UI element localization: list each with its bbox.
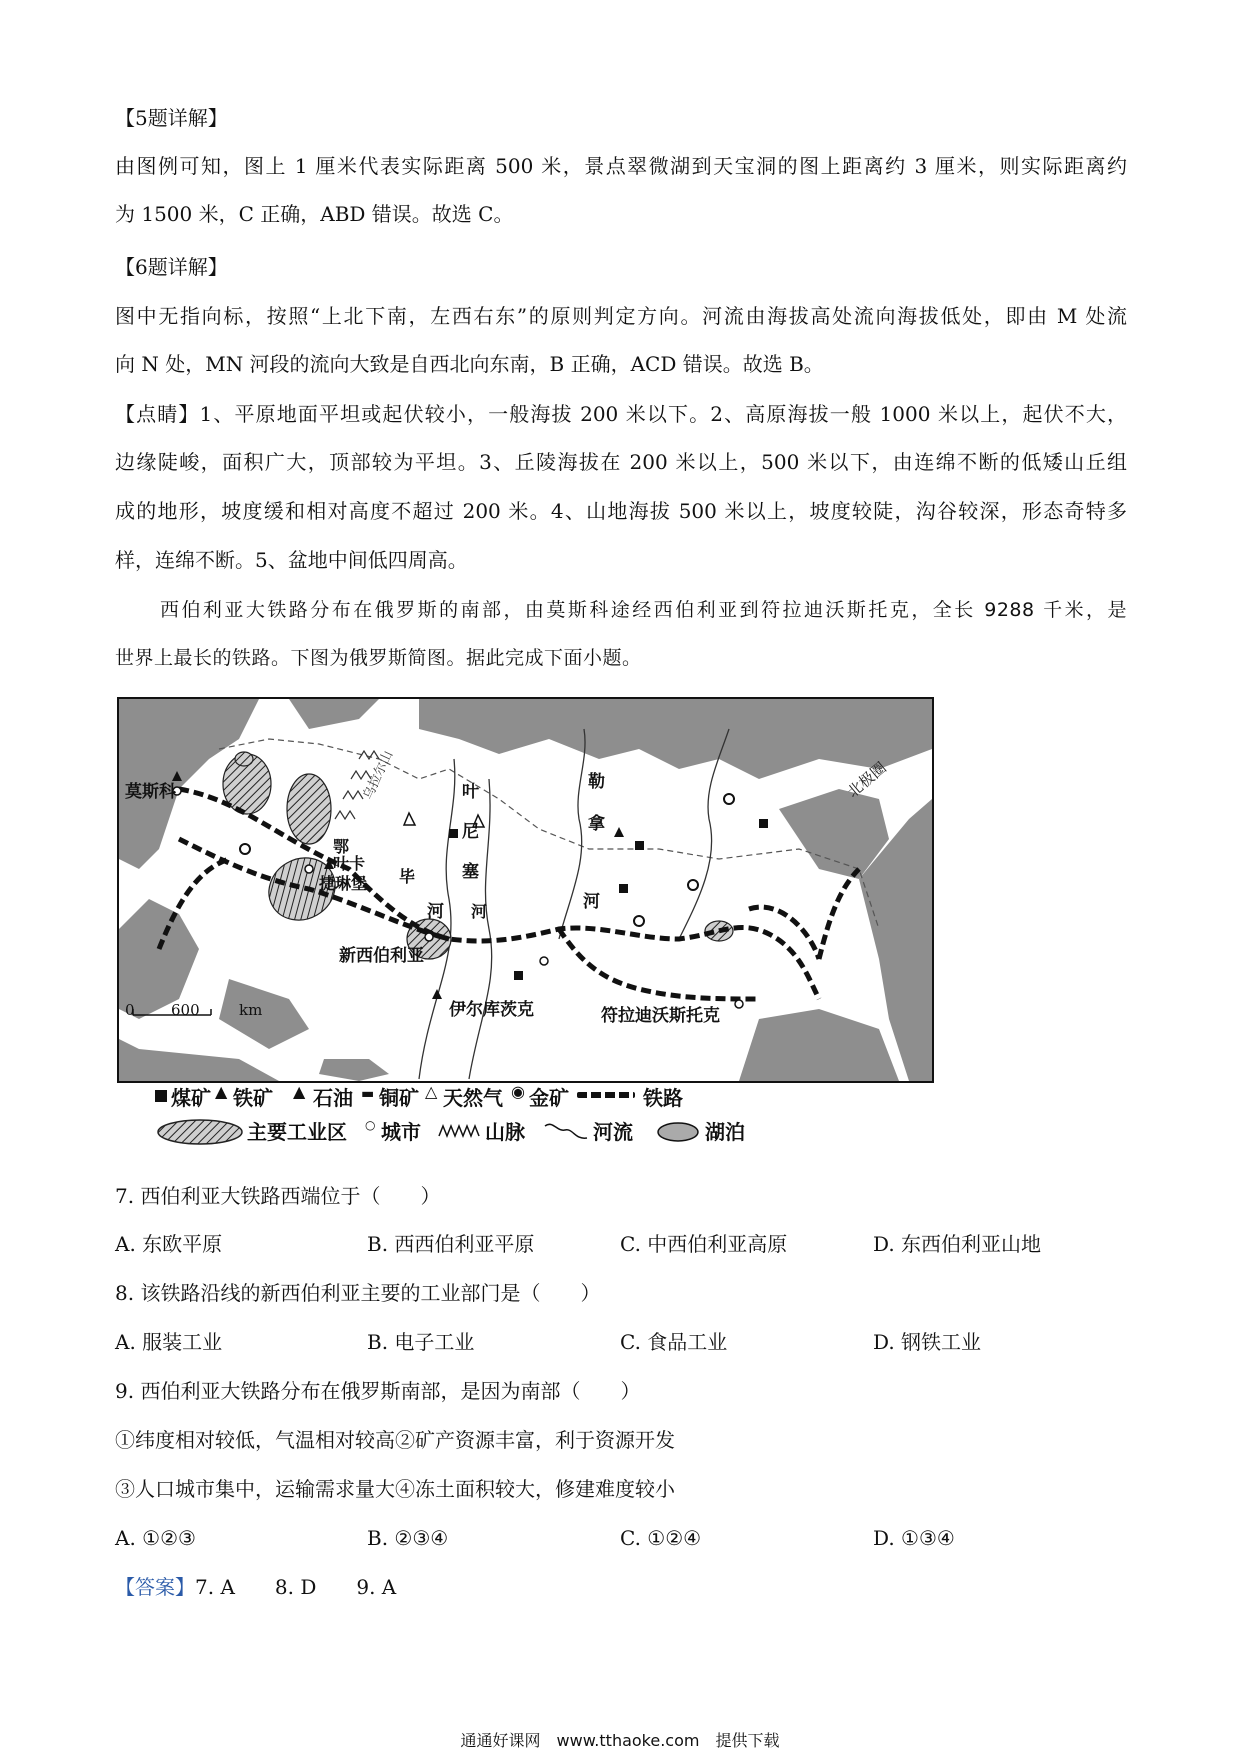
q7-option-b: B. 西西伯利亚平原 bbox=[367, 1232, 535, 1256]
scale-600: 600 bbox=[171, 1001, 200, 1019]
label-lena-1: 勒 bbox=[588, 772, 605, 792]
map-legend bbox=[115, 1082, 955, 1152]
answer-row bbox=[115, 1573, 396, 1601]
scale-unit: km bbox=[239, 1001, 263, 1019]
q9-option-a: A. ①②③ bbox=[115, 1526, 196, 1550]
q8-option-c: C. 食品工业 bbox=[620, 1330, 728, 1354]
label-novosibirsk: 新西伯利亚 bbox=[339, 946, 424, 966]
lake-legend-icon bbox=[655, 1120, 701, 1144]
label-ob-3: 河 bbox=[471, 902, 488, 921]
gold-legend-icon: ◉ bbox=[511, 1082, 525, 1101]
gas-legend-icon: △ bbox=[425, 1082, 438, 1101]
q8-option-d: D. 钢铁工业 bbox=[873, 1330, 982, 1354]
q6-line-2: 向 N 处，MN 河段的流向大致是自西北向东南，B 正确，ACD 错误。故选 B。 bbox=[115, 352, 824, 376]
q5-header: 【5题详解】 bbox=[115, 106, 228, 130]
answer-values: 7. A 8. D 9. A bbox=[195, 1575, 397, 1599]
legend-city: 城市 bbox=[381, 1120, 421, 1144]
legend-coal: 煤矿 bbox=[171, 1086, 211, 1110]
label-arctic-circle: 北极圈 bbox=[843, 758, 890, 802]
q8-stem: 8. 该铁路沿线的新西伯利亚主要的工业部门是（ ） bbox=[115, 1281, 601, 1305]
iron-legend-icon: ▲ bbox=[215, 1082, 228, 1101]
q6-line-1: 图中无指向标，按照“上北下南，左西右东”的原则判定方向。河流由海拔高处流向海拔低处，即由 M 处流 bbox=[115, 304, 1127, 328]
city-legend-icon: ○ bbox=[365, 1118, 376, 1132]
industrial-legend-icon bbox=[155, 1118, 245, 1146]
q6-header: 【6题详解】 bbox=[115, 255, 228, 279]
legend-iron: 铁矿 bbox=[233, 1086, 273, 1110]
q9-option-b: B. ②③④ bbox=[367, 1526, 449, 1550]
label-ural: 乌拉尔山 bbox=[360, 748, 397, 803]
q5-line-2: 为 1500 米，C 正确，ABD 错误。故选 C。 bbox=[115, 202, 514, 226]
page-footer: 通通好课网 www.tthaoke.com 提供下载 bbox=[460, 1731, 780, 1750]
tip-line-2: 边缘陡峻，面积广大，顶部较为平坦。3、丘陵海拔在 200 米以上，500 米以下，由连绵不断的低矮山丘组 bbox=[115, 450, 1127, 474]
label-yenisei-3: 塞 bbox=[462, 862, 479, 882]
scale-zero: 0 bbox=[125, 1001, 135, 1019]
label-moscow: 莫斯科 bbox=[125, 782, 176, 802]
q9-statement-2: ③人口城市集中，运输需求量大④冻土面积较大，修建难度较小 bbox=[115, 1477, 675, 1501]
river-legend-icon bbox=[543, 1118, 589, 1144]
q7-stem: 7. 西伯利亚大铁路西端位于（ ） bbox=[115, 1184, 441, 1208]
tip-line-3: 成的地形，坡度缓和相对高度不超过 200 米。4、山地海拔 500 米以上，坡度较陡，沟谷较深，形态奇特多 bbox=[115, 499, 1127, 523]
legend-gas: 天然气 bbox=[443, 1086, 503, 1110]
legend-railway: 铁路 bbox=[643, 1086, 683, 1110]
answer-label: 【答案】 bbox=[115, 1575, 195, 1599]
legend-copper: 铜矿 bbox=[379, 1086, 419, 1110]
railway-legend-icon bbox=[577, 1092, 635, 1098]
q7-option-d: D. 东西伯利亚山地 bbox=[873, 1232, 1042, 1256]
label-lena-2: 拿 bbox=[588, 814, 605, 834]
q7-option-c: C. 中西伯利亚高原 bbox=[620, 1232, 788, 1256]
label-yenisei-4: 河 bbox=[427, 902, 444, 922]
q9-stem: 9. 西伯利亚大铁路分布在俄罗斯南部，是因为南部（ ） bbox=[115, 1379, 641, 1403]
legend-oil: 石油 bbox=[313, 1086, 353, 1110]
tip-line-1: 【点睛】1、平原地面平坦或起伏较小，一般海拔 200 米以下。2、高原海拔一般 1000 米以上，起伏不大， bbox=[115, 402, 1127, 426]
label-yekaterinburg-2: 捷琳堡 bbox=[319, 874, 368, 893]
legend-industrial: 主要工业区 bbox=[247, 1120, 347, 1144]
label-yekaterinburg-1: 叶卡 bbox=[333, 854, 366, 873]
q8-option-a: A. 服装工业 bbox=[115, 1330, 223, 1354]
label-yenisei-1: 叶 bbox=[462, 782, 479, 802]
tip-line-4: 样，连绵不断。5、盆地中间低四周高。 bbox=[115, 548, 468, 572]
label-lena-3: 河 bbox=[583, 892, 600, 912]
oil-legend-icon: ▲ bbox=[293, 1082, 306, 1101]
mountain-legend-icon bbox=[437, 1122, 481, 1140]
intro-line-2: 世界上最长的铁路。下图为俄罗斯简图。据此完成下面小题。 bbox=[115, 647, 642, 669]
q9-statement-1: ①纬度相对较低，气温相对较高②矿产资源丰富，利于资源开发 bbox=[115, 1428, 675, 1452]
q9-option-c: C. ①②④ bbox=[620, 1526, 702, 1550]
label-irkutsk: 伊尔库茨克 bbox=[449, 1000, 534, 1020]
coal-legend-icon bbox=[155, 1090, 167, 1102]
q8-option-b: B. 电子工业 bbox=[367, 1330, 475, 1354]
label-ob-2: 毕 bbox=[399, 867, 416, 886]
legend-mountain: 山脉 bbox=[485, 1120, 525, 1144]
label-ob-1: 鄂 bbox=[333, 837, 350, 856]
legend-gold: 金矿 bbox=[529, 1086, 569, 1110]
russia-map bbox=[117, 697, 934, 1083]
label-yenisei-2: 尼 bbox=[462, 822, 479, 842]
intro-line-1: 西伯利亚大铁路分布在俄罗斯的南部，由莫斯科途经西伯利亚到符拉迪沃斯托克，全长 9288 千米，是 bbox=[160, 599, 1127, 621]
q9-option-d: D. ①③④ bbox=[873, 1526, 955, 1550]
q5-line-1: 由图例可知，图上 1 厘米代表实际距离 500 米，景点翠微湖到天宝洞的图上距离约 3 厘米，则实际距离约 bbox=[115, 154, 1127, 178]
label-vladivostok: 符拉迪沃斯托克 bbox=[601, 1006, 720, 1026]
legend-lake: 湖泊 bbox=[705, 1120, 745, 1144]
legend-river: 河流 bbox=[593, 1120, 633, 1144]
copper-legend-icon: ▬ bbox=[361, 1086, 375, 1102]
q7-option-a: A. 东欧平原 bbox=[115, 1232, 223, 1256]
